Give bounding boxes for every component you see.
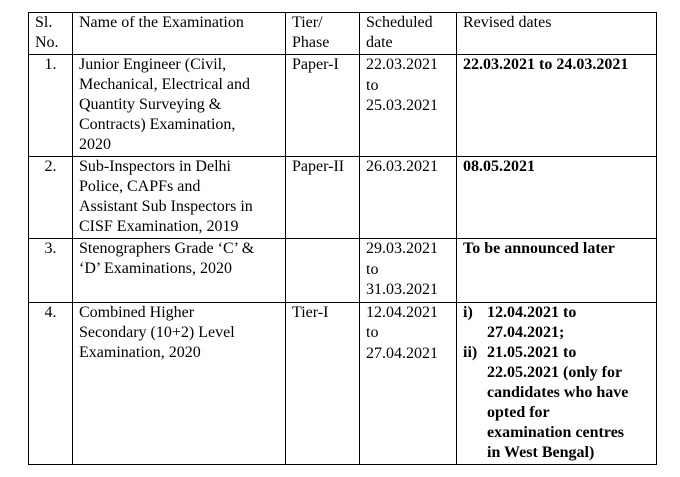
scheduled-date-line: to <box>366 76 379 94</box>
exam-schedule-table <box>28 12 657 465</box>
exam-name-line: Secondary (10+2) Level <box>79 323 235 341</box>
table-row <box>29 55 657 157</box>
revised-item-text <box>487 343 652 463</box>
row-sl-no: 3. <box>29 239 73 303</box>
exam-name-line: CISF Examination, 2019 <box>79 218 239 235</box>
revised-item-line: in West Bengal) <box>487 443 595 461</box>
revised-date-item <box>463 303 652 343</box>
table-row <box>29 239 657 303</box>
exam-name-line: Police, CAPFs and <box>79 178 201 195</box>
row-sl-no: 4. <box>29 302 73 464</box>
header-tier-phase <box>286 13 360 55</box>
row-scheduled-date <box>360 55 457 157</box>
revised-item-text <box>487 303 652 343</box>
exam-name-line: Examination, 2020 <box>79 343 201 361</box>
scheduled-date-line: 12.04.2021 <box>366 303 438 321</box>
exam-name-line: ‘D’ Examinations, 2020 <box>79 260 233 277</box>
row-tier-phase: Tier-I <box>286 302 360 464</box>
exam-name-line: Quantity Surveying & <box>79 96 222 113</box>
row-scheduled-date <box>360 302 457 464</box>
row-revised-dates <box>457 302 657 464</box>
scheduled-date-line: to <box>366 324 379 341</box>
revised-item-line: opted for <box>487 403 550 421</box>
header-exam-name: Name of the Examination <box>73 13 286 55</box>
row-revised-dates: To be announced later <box>457 239 657 303</box>
row-exam-name <box>73 55 286 157</box>
header-tier-line: Tier/ <box>292 14 323 31</box>
scheduled-date-line: 27.04.2021 <box>366 344 438 362</box>
exam-name-line: Sub-Inspectors in Delhi <box>79 158 231 175</box>
row-exam-name <box>73 157 286 239</box>
scheduled-date-line: 29.03.2021 <box>366 240 438 257</box>
scheduled-date-line: to <box>366 260 379 278</box>
row-sl-no: 1. <box>29 55 73 157</box>
header-sl-line: Sl. <box>35 14 53 31</box>
exam-name-line: Contracts) Examination, <box>79 116 236 133</box>
revised-item-line: examination centres <box>487 423 625 441</box>
revised-date-item <box>463 343 652 463</box>
row-exam-name <box>73 302 286 464</box>
revised-item-line: 21.05.2021 to <box>487 343 577 361</box>
table-row <box>29 157 657 239</box>
exam-name-line: 2020 <box>79 136 111 153</box>
header-sl-no <box>29 13 73 55</box>
revised-item-line: 22.05.2021 (only for <box>487 363 623 381</box>
header-scheduled-date <box>360 13 457 55</box>
row-revised-dates: 22.03.2021 to 24.03.2021 <box>457 55 657 157</box>
row-tier-phase <box>286 239 360 303</box>
scheduled-date-line: 25.03.2021 <box>366 97 438 114</box>
revised-item-line: candidates who have <box>487 383 629 401</box>
exam-name-line: Junior Engineer (Civil, <box>79 56 227 73</box>
revised-item-marker: ii) <box>463 343 478 361</box>
exam-name-line: Combined Higher <box>79 303 195 321</box>
table-row <box>29 302 657 464</box>
exam-name-line: Stenographers Grade ‘C’ & <box>79 240 255 257</box>
row-sl-no: 2. <box>29 157 73 239</box>
exam-name-line: Mechanical, Electrical and <box>79 76 251 93</box>
row-scheduled-date <box>360 239 457 303</box>
header-no-line: No. <box>35 34 59 51</box>
row-tier-phase: Paper-II <box>286 157 360 239</box>
scheduled-date-line: 22.03.2021 <box>366 56 438 73</box>
scheduled-date-line: 31.03.2021 <box>366 281 438 298</box>
header-revised-dates: Revised dates <box>457 13 657 55</box>
table-header-row <box>29 13 657 55</box>
revised-item-marker: i) <box>463 303 473 321</box>
row-scheduled-date <box>360 157 457 239</box>
exam-schedule-document <box>28 12 657 465</box>
row-revised-dates: 08.05.2021 <box>457 157 657 239</box>
exam-name-line: Assistant Sub Inspectors in <box>79 198 253 215</box>
row-exam-name <box>73 239 286 303</box>
header-scheduled-line: Scheduled <box>366 14 433 31</box>
revised-item-line: 12.04.2021 to <box>487 303 577 321</box>
header-date-line: date <box>366 34 393 51</box>
revised-item-line: 27.04.2021; <box>487 323 565 341</box>
header-phase-line: Phase <box>292 34 330 51</box>
row-tier-phase: Paper-I <box>286 55 360 157</box>
scheduled-date-line: 26.03.2021 <box>366 158 438 175</box>
